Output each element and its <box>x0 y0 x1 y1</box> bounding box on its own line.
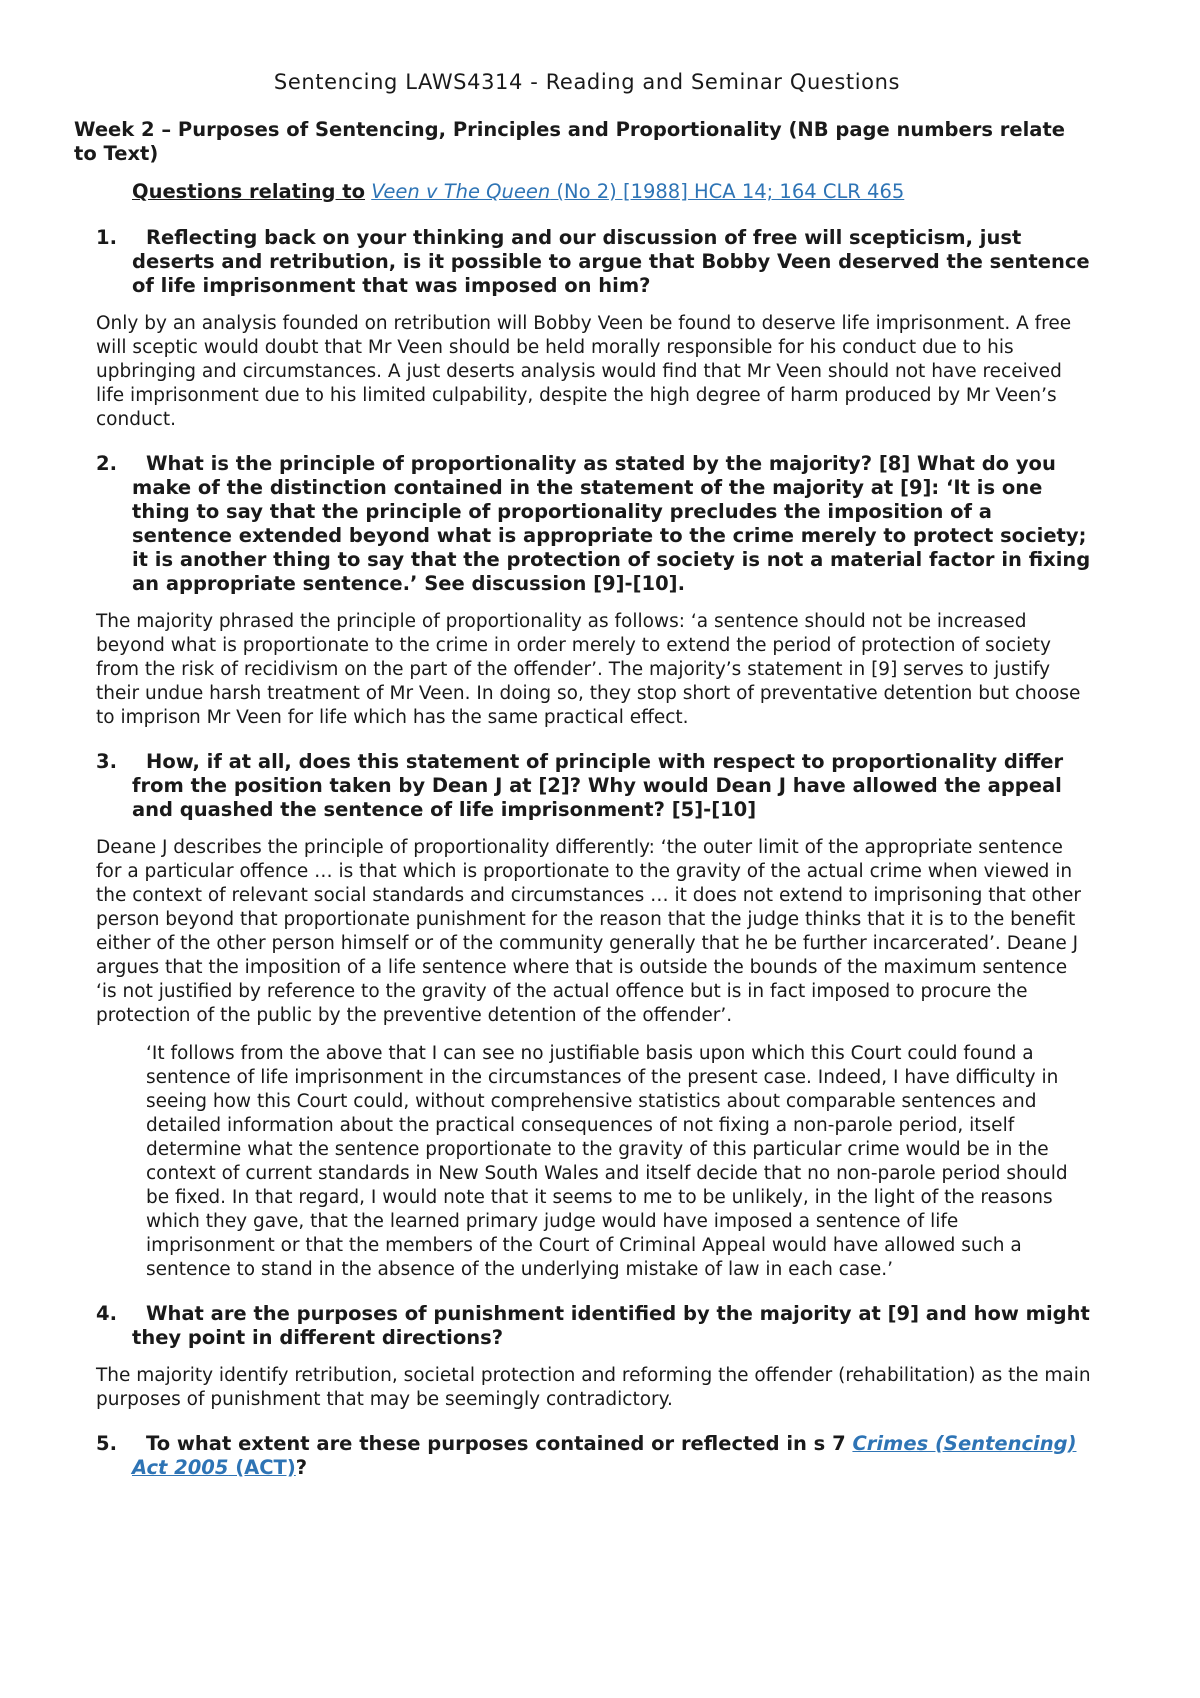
case-name: Veen v The Queen <box>371 180 551 203</box>
question-2 <box>96 452 1092 596</box>
question-text: What are the purposes of punishment identified by the majority at [9] and how might they point in different directions? <box>132 1302 1090 1349</box>
question-text: What is the principle of proportionality as stated by the majority? [8] What do you make of the distinction contained in the statement of the majority at [9]: ‘It is one thing to say that the principle of proportionality precludes the imposition of a sentence extended beyond what is appropriate to the crime merely to protect society; it is another thing to say that the protection of society is not a material factor in fixing an appropriate sentence.’ See discussion [9]-[10]. <box>132 452 1091 595</box>
question-4 <box>96 1302 1092 1350</box>
question-3 <box>96 750 1092 822</box>
section-heading <box>132 180 1092 204</box>
section-heading-lead: Questions relating to <box>132 180 366 203</box>
case-link[interactable] <box>371 180 904 203</box>
question-text <box>132 1432 1092 1480</box>
question-1 <box>96 226 1092 298</box>
question-number: 4. <box>96 1302 117 1325</box>
question-text-lead: To what extent are these purposes contained or reflected in s 7 <box>146 1432 853 1455</box>
answer-3: Deane J describes the principle of proportionality differently: ‘the outer limit of the appropriate sentence for a particular offence … is that which is proportionate to the gravity of the actual crime when viewed in the context of relevant social standards and circumstances … it does not extend to imprisoning that other person beyond that proportionate punishment for the reason that the judge thinks that it is to the benefit either of the other person himself or of the community generally that he be further incarcerated’. Deane J argues that the imposition of a life sentence where that is outside the bounds of the maximum sentence ‘is not justified by reference to the gravity of the actual offence but is in fact imposed to procure the protection of the public by the preventive detention of the offender’. <box>96 837 1081 1026</box>
answer-4: The majority identify retribution, societal protection and reforming the offender (rehabilitation) as the main purposes of punishment that may be seemingly contradictory. <box>96 1365 1091 1410</box>
week-heading: Week 2 – Purposes of Sentencing, Principles and Proportionality (NB page numbers relate to Text) <box>74 118 1065 165</box>
act-jurisdiction: (ACT) <box>228 1456 296 1479</box>
question-number: 5. <box>96 1432 117 1455</box>
case-citation: (No 2) [1988] HCA 14; 164 CLR 465 <box>550 180 905 203</box>
question-number: 2. <box>96 452 117 475</box>
question-number: 1. <box>96 226 117 249</box>
block-quote: ‘It follows from the above that I can see no justifiable basis upon which this Court could found a sentence of life imprisonment in the circumstances of the present case. Indeed, I have difficulty in seeing how this Court could, without comprehensive statistics about comparable sentences and detailed information about the practical consequences of not fixing a non-parole period, itself determine what the sentence proportionate to the gravity of this particular crime would be in the context of current standards in New South Wales and itself decide that no non-parole period should be fixed. In that regard, I would note that it seems to me to be unlikely, in the light of the reasons which they gave, that the learned primary judge would have imposed a sentence of life imprisonment or that the members of the Court of Criminal Appeal would have allowed such a sentence to stand in the absence of the underlying mistake of law in each case.’ <box>146 1043 1068 1280</box>
answer-1: Only by an analysis founded on retribution will Bobby Veen be found to deserve life imprisonment. A free will sceptic would doubt that Mr Veen should be held morally responsible for his conduct due to his upbringing and circumstances. A just deserts analysis would find that Mr Veen should not have received life imprisonment due to his limited culpability, despite the high degree of harm produced by Mr Veen’s conduct. <box>96 313 1072 430</box>
question-number: 3. <box>96 750 117 773</box>
question-text-tail: ? <box>295 1456 308 1479</box>
act-name: Crimes (Sentencing) Act 2005 <box>132 1432 1077 1479</box>
question-text: How, if at all, does this statement of principle with respect to proportionality differ from the position taken by Dean J at [2]? Why would Dean J have allowed the appeal and quashed the sentence of life imprisonment? [5]-[10] <box>132 750 1064 821</box>
document-title: Sentencing LAWS4314 - Reading and Seminar Questions <box>273 70 901 94</box>
question-text: Reflecting back on your thinking and our discussion of free will scepticism, just deserts and retribution, is it possible to argue that Bobby Veen deserved the sentence of life imprisonment that was imposed on him? <box>132 226 1090 297</box>
question-5 <box>96 1432 1092 1480</box>
answer-2: The majority phrased the principle of proportionality as follows: ‘a sentence should not be increased beyond what is proportionate to the crime in order merely to extend the period of protection of society from the risk of recidivism on the part of the offender’. The majority’s statement in [9] serves to justify their undue harsh treatment of Mr Veen. In doing so, they stop short of preventative detention but choose to imprison Mr Veen for life which has the same practical effect. <box>96 611 1081 728</box>
